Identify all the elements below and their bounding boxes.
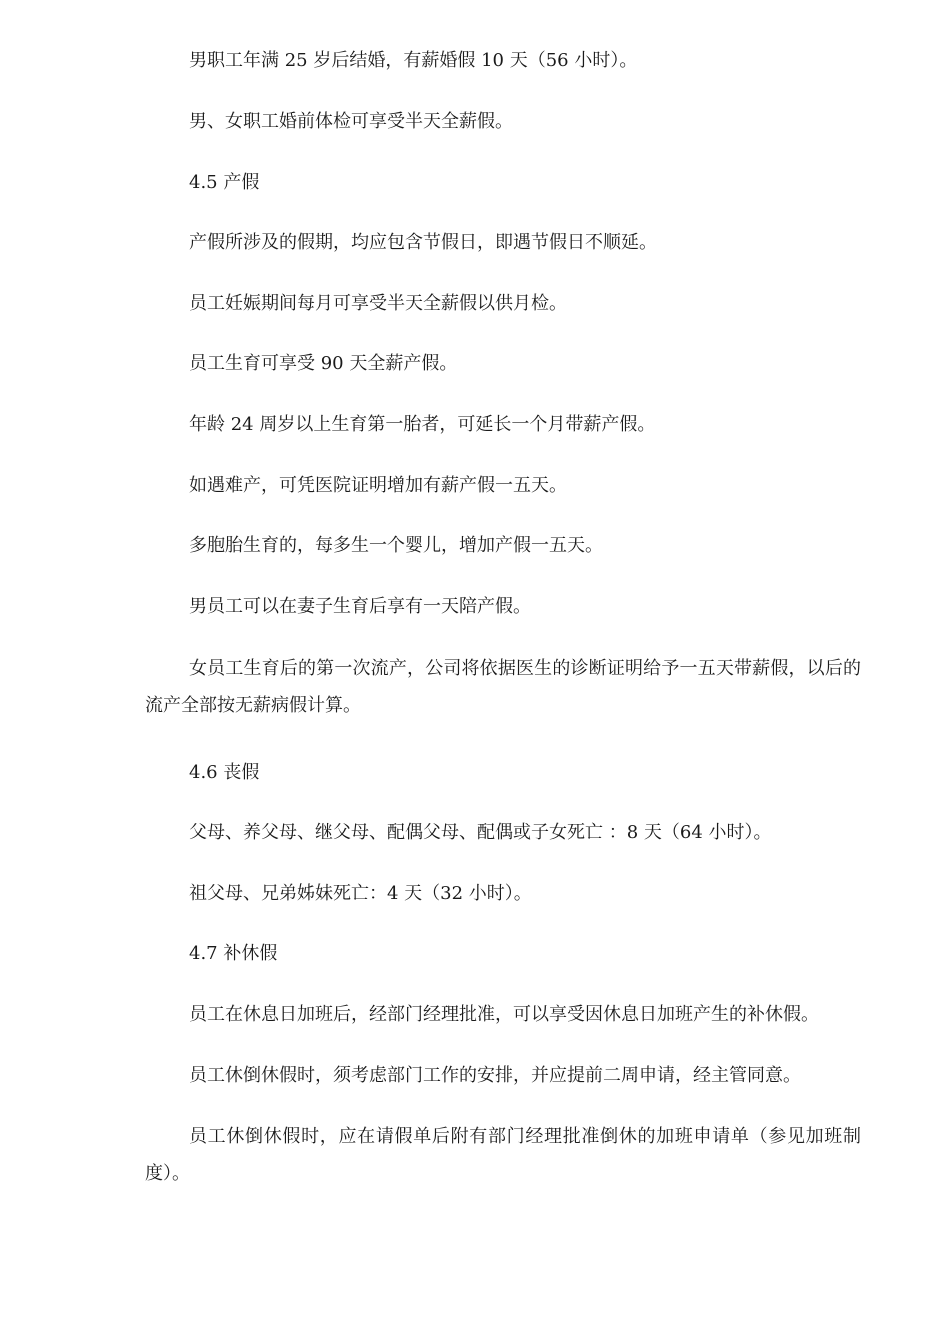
paragraph-pregnancy-checkup: 员工妊娠期间每月可享受半天全薪假以供月检。 xyxy=(189,293,567,314)
section-heading-maternity-leave: 4.5 产假 xyxy=(189,172,260,193)
section-heading-compensatory-leave: 4.7 补休假 xyxy=(189,943,278,964)
paragraph-first-child-extension: 年龄 24 周岁以上生育第一胎者，可延长一个月带薪产假。 xyxy=(189,414,656,435)
paragraph-compensatory-approval: 员工在休息日加班后，经部门经理批准，可以享受因休息日加班产生的补休假。 xyxy=(189,1004,819,1025)
paragraph-miscarriage-leave: 女员工生育后的第一次流产，公司将依据医生的诊断证明给予一五天带薪假，以后的流产全部按无薪病假计算。 xyxy=(145,658,861,716)
section-heading-bereavement-leave: 4.6 丧假 xyxy=(189,762,260,783)
paragraph-bereavement-grandparents: 祖父母、兄弟姊妹死亡：4 天（32 小时）。 xyxy=(189,883,532,904)
paragraph-maternity-holidays: 产假所涉及的假期，均应包含节假日，即遇节假日不顺延。 xyxy=(189,232,657,253)
paragraph-bereavement-parents: 父母、养父母、继父母、配偶父母、配偶或子女死亡 ：8 天（64 小时）。 xyxy=(189,822,772,843)
paragraph-difficult-labor: 如遇难产，可凭医院证明增加有薪产假一五天。 xyxy=(189,475,567,496)
paragraph-compensatory-attachment: 员工休倒休假时，应在请假单后附有部门经理批准倒休的加班申请单（参见加班制度）。 xyxy=(145,1126,861,1184)
paragraph-maternity-90-days: 员工生育可享受 90 天全薪产假。 xyxy=(189,353,458,374)
paragraph-paternity-leave: 男员工可以在妻子生育后享有一天陪产假。 xyxy=(189,596,531,617)
paragraph-multiple-birth: 多胞胎生育的，每多生一个婴儿，增加产假一五天。 xyxy=(189,535,603,556)
paragraph-marriage-leave: 男职工年满 25 岁后结婚，有薪婚假 10 天（56 小时）。 xyxy=(189,50,638,71)
paragraph-compensatory-advance-notice: 员工休倒休假时，须考虑部门工作的安排，并应提前二周申请，经主管同意。 xyxy=(189,1065,801,1086)
paragraph-premarital-checkup: 男、女职工婚前体检可享受半天全薪假。 xyxy=(189,111,513,132)
